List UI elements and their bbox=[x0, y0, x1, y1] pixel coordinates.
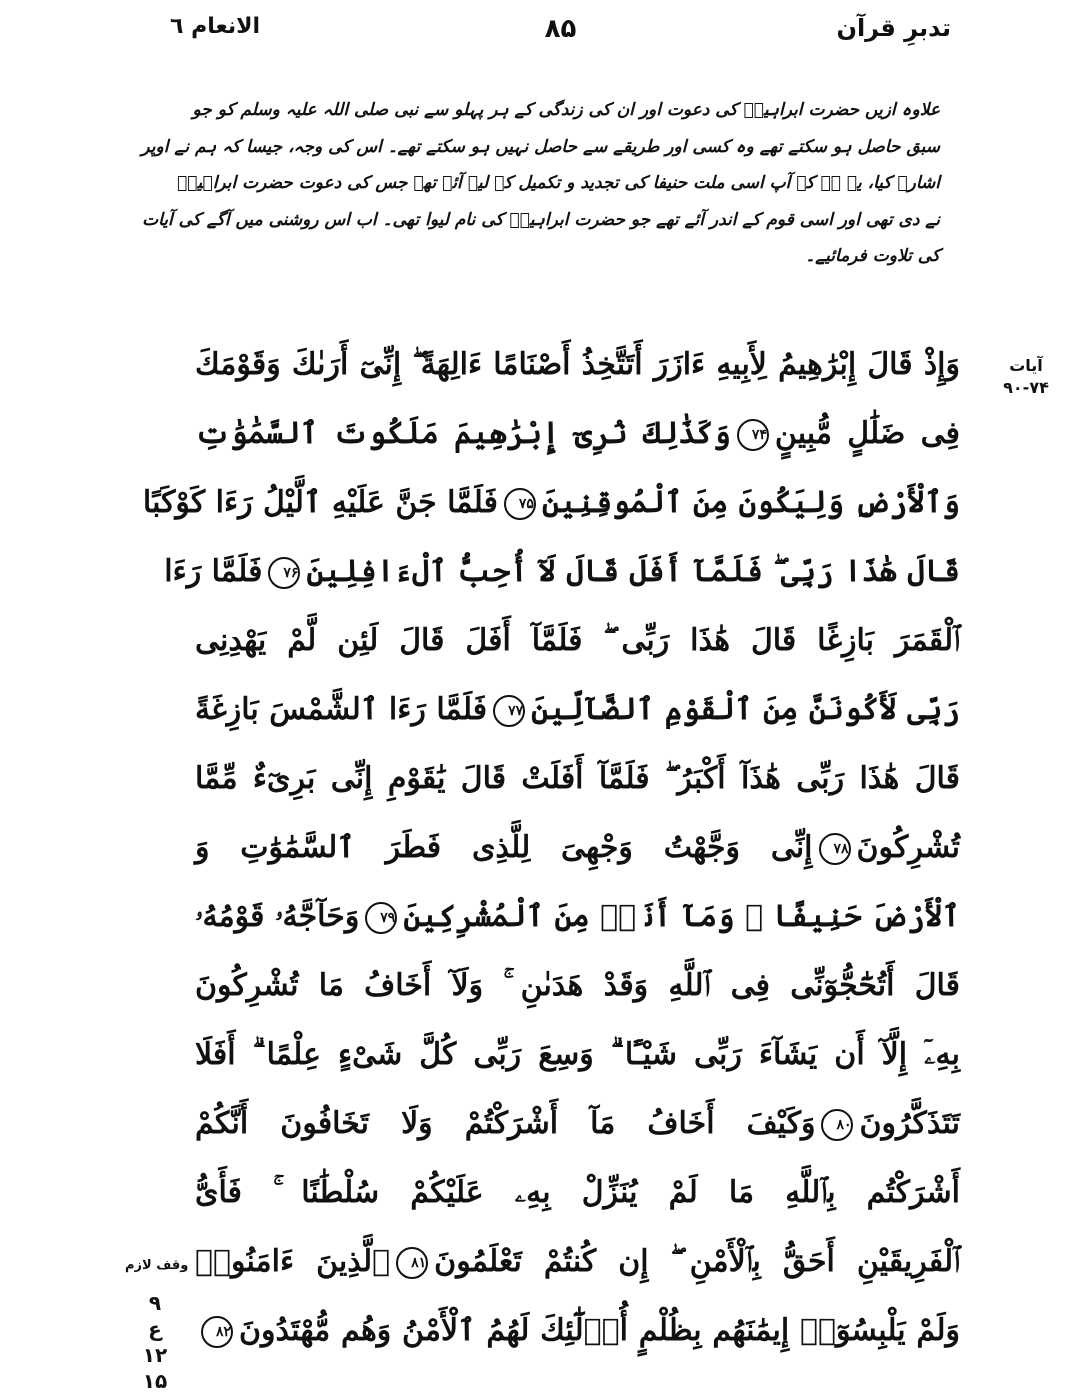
quran-line bbox=[195, 882, 960, 951]
page-number: ۸۵ bbox=[544, 14, 577, 44]
quran-text: تَتَذَكَّرُونَ bbox=[859, 1106, 960, 1141]
intro-paragraph bbox=[141, 92, 940, 275]
ruku-line-2: ع ۱۲ bbox=[142, 1317, 168, 1367]
intro-line: نے دی تھی اور اسی قوم کے اندر آئے تھے جو حضرت ابراہیمؑ کی نام لیوا تھی۔ اب اس روشنی میں آگے کی آیات bbox=[142, 209, 940, 230]
ayah-number-marker: ۷۵ bbox=[504, 488, 536, 520]
quran-line bbox=[195, 813, 960, 882]
page-header bbox=[170, 14, 951, 54]
ayah-number-marker: ۷۴ bbox=[737, 419, 769, 451]
quran-text: فَلَمَّا جَنَّ عَلَيْهِ ٱلَّيْلُ رَءَا كَوْكَبًا bbox=[142, 485, 498, 520]
quran-text: رَبِّى لَأَكُونَنَّ مِنَ ٱلْقَوْمِ ٱلضَّآلِّينَ bbox=[531, 692, 960, 727]
quran-text: أَشْرَكْتُم بِٱللَّهِ مَا لَمْ يُنَزِّلْ بِهِۦ عَلَيْكُمْ سُلْطَٰنًا ۚ فَأَىُّ bbox=[195, 1175, 960, 1210]
quran-line bbox=[195, 1158, 960, 1227]
quran-line bbox=[142, 468, 960, 537]
ayah-number-marker: ۷۷ bbox=[493, 695, 525, 727]
ayah-number-marker: ۸۲ bbox=[201, 1316, 233, 1348]
quran-line bbox=[195, 399, 960, 468]
quran-text: فَلَمَّا رَءَا bbox=[164, 554, 263, 589]
quran-line bbox=[195, 675, 960, 744]
ayah-number-marker: ۸۰ bbox=[821, 1109, 853, 1141]
quran-text: قَالَ هَٰذَا رَبِّى هَٰذَآ أَكْبَرُ ۖ فَلَمَّآ أَفَلَتْ قَالَ يَٰقَوْمِ إِنِّى بَرِىٓءٌ مِّمَّا bbox=[195, 761, 960, 796]
quran-text: وَكَيْفَ أَخَافُ مَآ أَشْرَكْتُمْ وَلَا تَخَافُونَ أَنَّكُمْ bbox=[195, 1106, 816, 1141]
quran-text: وَلَمْ يَلْبِسُوٓا۟ إِيمَٰنَهُم بِظُلْمٍ أُو۟لَٰٓئِكَ لَهُمُ ٱلْأَمْنُ وَهُم مُّهْتَدُونَ bbox=[239, 1313, 960, 1348]
intro-line: سبق حاصل ہو سکتے تھے وہ کسی اور طریقے سے حاصل نہیں ہو سکتے تھے۔ اس کی وجہ، جیسا کہ ہم نے اوپر bbox=[141, 136, 940, 157]
quran-text: ٱلْقَمَرَ بَازِغًا قَالَ هَٰذَا رَبِّى ۖ فَلَمَّآ أَفَلَ قَالَ لَئِن لَّمْ يَهْدِنِى bbox=[195, 623, 960, 658]
quran-line bbox=[195, 951, 960, 1020]
quran-text: فِى ضَلَٰلٍ مُّبِينٍ bbox=[774, 416, 961, 451]
waqf-note: وقف لازم bbox=[125, 1258, 189, 1273]
quran-text: وَكَذَٰلِكَ نُرِىٓ إِبْرَٰهِيمَ مَلَكُوتَ ٱلسَّمَٰوَٰتِ bbox=[195, 416, 731, 451]
quran-line bbox=[195, 744, 960, 813]
book-title: تدبرِ قرآن bbox=[836, 14, 951, 42]
intro-line: اشارہ کیا، یہ ہے کہ آپ اسی ملت حنیفا کی تجدید و تکمیل کے لیے آئے تھے جس کی دعوت حضرت ابراہیمؑ bbox=[176, 173, 940, 193]
quran-text: ٱلَّذِينَ ءَامَنُوا۟ bbox=[195, 1244, 391, 1279]
quran-text: وَإِذْ قَالَ إِبْرَٰهِيمُ لِأَبِيهِ ءَازَرَ أَتَتَّخِذُ أَصْنَامًا ءَالِهَةً ۖ إِنِّىٓ أَرَىٰكَ وَقَوْمَكَ bbox=[195, 347, 960, 382]
quran-line bbox=[195, 1020, 960, 1089]
quran-text: ٱلْفَرِيقَيْنِ أَحَقُّ بِٱلْأَمْنِ ۖ إِن كُنتُمْ تَعْلَمُونَ bbox=[434, 1244, 960, 1279]
quran-text: إِنِّى وَجَّهْتُ وَجْهِىَ لِلَّذِى فَطَرَ ٱلسَّمَٰوَٰتِ وَ bbox=[195, 830, 813, 865]
verse-range-note bbox=[1001, 355, 1051, 399]
intro-line: کی تلاوت فرمائیے۔ bbox=[805, 246, 940, 266]
verse-range-label: آیات bbox=[1009, 356, 1043, 375]
ayah-number-marker: ۷۶ bbox=[268, 557, 300, 589]
quran-text: وَٱلْأَرْضِ وَلِيَكُونَ مِنَ ٱلْمُوقِنِينَ bbox=[541, 485, 960, 520]
quran-text: فَلَمَّا رَءَا ٱلشَّمْسَ بَازِغَةً bbox=[195, 692, 488, 727]
ayah-number-marker: ۸۱ bbox=[396, 1247, 428, 1279]
quran-text: تُشْرِكُونَ bbox=[856, 830, 960, 865]
quran-text: ٱلْأَرْضَ حَنِيفًا ۖ وَمَآ أَنَا۠ مِنَ ٱلْمُشْرِكِينَ bbox=[403, 899, 960, 934]
quran-text: وَحَآجَّهُۥ قَوْمُهُۥ bbox=[195, 899, 360, 934]
quran-line bbox=[195, 330, 960, 399]
surah-name: الانعام ٦ bbox=[170, 14, 261, 39]
ruku-line-3: ۱۵ bbox=[142, 1369, 168, 1393]
quran-line bbox=[195, 606, 960, 675]
quran-text: قَالَ أَتُحَٰٓجُّوٓنِّى فِى ٱللَّهِ وَقَدْ هَدَىٰنِ ۚ وَلَآ أَخَافُ مَا تُشْرِكُونَ bbox=[195, 968, 960, 1003]
ruku-line-1: ۹ bbox=[148, 1291, 162, 1315]
ayah-number-marker: ۷۸ bbox=[819, 833, 851, 865]
quran-line bbox=[164, 537, 960, 606]
ayah-number-marker: ۷۹ bbox=[365, 902, 397, 934]
quran-text: قَالَ هَٰذَا رَبِّى ۖ فَلَمَّآ أَفَلَ قَالَ لَآ أُحِبُّ ٱلْءَافِلِينَ bbox=[306, 554, 960, 589]
ruku-marker bbox=[135, 1290, 175, 1394]
intro-line: علاوہ ازیں حضرت ابراہیمؑ کی دعوت اور ان کی زندگی کے ہر پہلو سے نبی صلی اللہ علیہ وسلم کو جو bbox=[192, 100, 940, 120]
verse-range-value: ۹۰-۷۴ bbox=[1003, 378, 1049, 397]
quran-line bbox=[195, 1227, 960, 1296]
quran-text: بِهِۦٓ إِلَّآ أَن يَشَآءَ رَبِّى شَيْـًٔا ۗ وَسِعَ رَبِّى كُلَّ شَىْءٍ عِلْمًا ۗ أَفَلَا bbox=[195, 1037, 960, 1072]
quran-line bbox=[195, 1089, 960, 1158]
quran-line bbox=[195, 1296, 960, 1365]
